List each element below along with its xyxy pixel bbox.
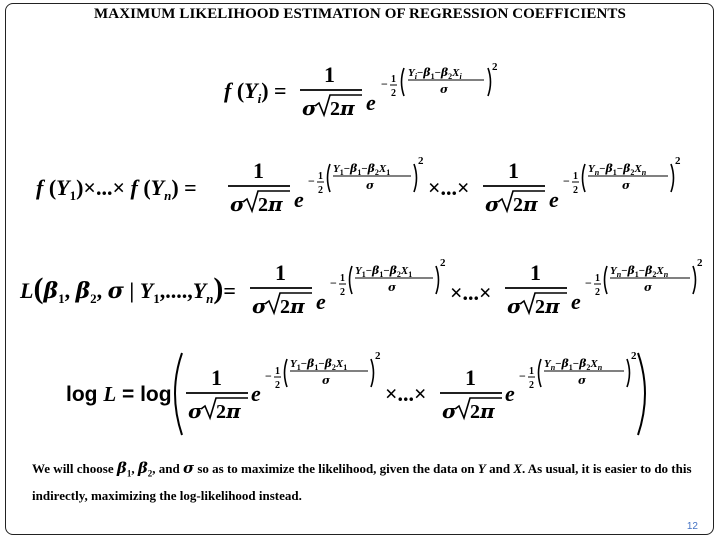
page-number: 12 [686, 521, 698, 532]
svg-text:1: 1 [211, 365, 222, 390]
svg-text:σ: σ [440, 83, 449, 96]
svg-text:σ: σ [230, 192, 245, 216]
svg-text:2π: 2π [513, 192, 538, 216]
svg-text:Yn−β1−β2Xn: $Y_n-\beta_1-\beta_2X_n$ [544, 357, 603, 372]
svg-text:e: e [549, 187, 559, 212]
svg-text:2: 2 [275, 380, 280, 391]
svg-text:−: − [330, 276, 337, 290]
svg-text:σ: σ [302, 96, 317, 120]
svg-text:2π: 2π [216, 399, 241, 423]
equation-density [0, 40, 720, 130]
svg-text:e: e [251, 381, 261, 406]
svg-text:e: e [366, 90, 376, 115]
svg-text:×...×: ×...× [385, 381, 427, 406]
svg-text:2: 2 [595, 287, 600, 298]
svg-text:1: 1 [530, 260, 541, 285]
svg-text:1: 1 [595, 273, 600, 284]
svg-text:2π: 2π [535, 294, 560, 318]
svg-text:2π: 2π [330, 96, 355, 120]
svg-text:1: 1 [529, 366, 534, 377]
svg-text:1: 1 [340, 273, 345, 284]
svg-text:2: 2 [631, 350, 637, 362]
equation-likelihood [0, 240, 720, 335]
svg-text:2: 2 [573, 185, 578, 196]
svg-text:log L = log: log L = log [66, 382, 172, 406]
svg-text:Y1−β1−β2X1: $Y_1-\beta_1-\beta_2X_1$ [333, 162, 391, 177]
svg-text:σ: σ [578, 374, 587, 387]
svg-text:σ: σ [388, 281, 397, 294]
svg-text:1: 1 [508, 158, 519, 183]
svg-text:×...×: ×...× [450, 280, 492, 305]
svg-text:1: 1 [391, 74, 396, 85]
svg-text:2π: 2π [470, 399, 495, 423]
svg-text:1: 1 [275, 366, 280, 377]
svg-text:1: 1 [253, 158, 264, 183]
svg-text:2: 2 [697, 257, 703, 269]
svg-text:σ: σ [622, 179, 631, 192]
svg-text:−: − [519, 369, 526, 383]
svg-text:σ: σ [188, 399, 203, 423]
svg-text:e: e [316, 289, 326, 314]
svg-text:f (Yi) =: f $(Y_i)$ = [224, 78, 287, 106]
svg-text:σ: σ [442, 399, 457, 423]
svg-text:2: 2 [418, 155, 424, 167]
svg-text:−: − [563, 174, 570, 188]
svg-text:2: 2 [529, 380, 534, 391]
svg-text:×...×: ×...× [428, 175, 470, 200]
svg-text:σ: σ [507, 294, 522, 318]
svg-text:Y1−β1−β2X1: $Y_1-\beta_1-\beta_2X_1$ [355, 264, 413, 279]
explanation-paragraph: We will choose $\beta_1$, $\beta_2$, and σ so as to maximize the likelihood, given the data on Y and X. As usual, it is easier to do this indirectly, maximizing the log-likelihood instead. [32, 459, 692, 503]
svg-text:Yn−β1−β2Xn: $Y_n-\beta_1-\beta_2X_n$ [610, 264, 669, 279]
svg-text:Yi−β1−β2Xi: $Y_i-\beta_1-\beta_2X_i$ [408, 66, 462, 81]
svg-text:2: 2 [375, 350, 381, 362]
slide-title: MAXIMUM LIKELIHOOD ESTIMATION OF REGRESSION COEFFICIENTS [94, 6, 626, 22]
svg-text:1: 1 [573, 171, 578, 182]
svg-text:−: − [265, 369, 272, 383]
svg-text:2: 2 [318, 185, 323, 196]
svg-text:σ: σ [322, 374, 331, 387]
svg-text:2: 2 [440, 257, 446, 269]
svg-text:1: 1 [465, 365, 476, 390]
svg-text:Yn−β1−β2Xn: $Y_n-\beta_1-\beta_2X_n$ [588, 162, 647, 177]
svg-text:1: 1 [318, 171, 323, 182]
svg-text:2: 2 [340, 287, 345, 298]
svg-text:σ: σ [252, 294, 267, 318]
svg-text:−: − [585, 276, 592, 290]
svg-text:σ: σ [366, 179, 375, 192]
svg-text:e: e [505, 381, 515, 406]
equation-joint-density [0, 140, 720, 230]
svg-text:2: 2 [675, 155, 681, 167]
svg-text:2: 2 [492, 61, 498, 73]
svg-text:e: e [294, 187, 304, 212]
svg-text:1: 1 [275, 260, 286, 285]
svg-text:f (Y1)×...× f (Yn) =: f $(Y_1)\times...\times f$ $(Y_n)$ = [36, 175, 197, 203]
equation-log-likelihood [0, 345, 720, 445]
svg-text:L(β1, β2, σ | Y1,....,Yn)=: $L(\beta_1$, $\beta_2$, σ | $Y_1,....,Y_n)=$ [20, 272, 236, 306]
svg-text:2π: 2π [258, 192, 283, 216]
svg-text:2: 2 [391, 88, 396, 99]
svg-text:σ: σ [644, 281, 653, 294]
svg-text:2π: 2π [280, 294, 305, 318]
svg-text:Y1−β1−β2X1: $Y_1-\beta_1-\beta_2X_1$ [290, 357, 348, 372]
svg-text:−: − [381, 77, 388, 91]
svg-text:1: 1 [324, 62, 335, 87]
svg-text:−: − [308, 174, 315, 188]
svg-text:σ: σ [485, 192, 500, 216]
svg-text:e: e [571, 289, 581, 314]
